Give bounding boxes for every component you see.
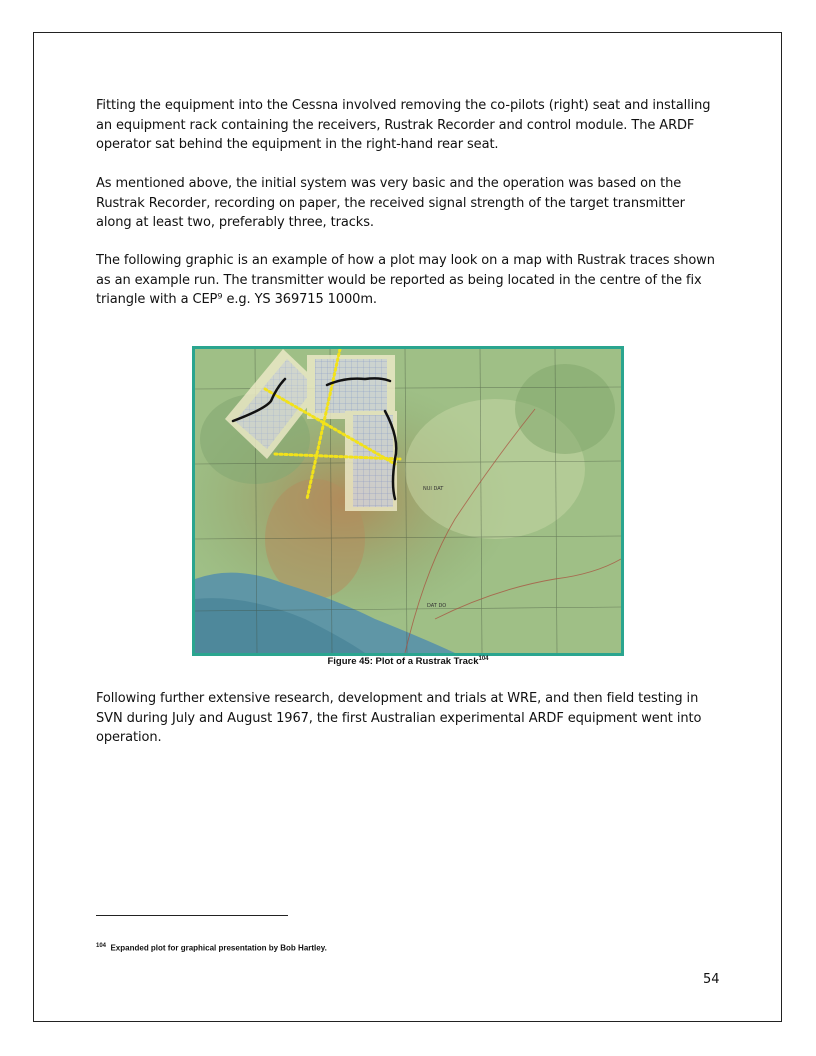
rustrak-plot-figure <box>192 346 624 656</box>
footnote-number: 104 <box>96 943 107 949</box>
paragraph-further-research: Following further extensive research, development and trials at WRE, and then field testing in SVN during July and August 1967, the first Australian experimental ARDF equipment went into operation. <box>96 691 702 746</box>
map-label-dat-do: DAT DO <box>427 603 447 609</box>
footnote <box>96 943 327 953</box>
figure-caption-text: Figure 45: Plot of a Rustrak Track <box>327 656 479 668</box>
paragraph-equipment-fitting: Fitting the equipment into the Cessna involved removing the co-pilots (right) seat and installing an equipment rack containing the receivers, Rustrak Recorder and control module. The ARDF operator sat behind the equipment in the right-hand rear seat. <box>96 98 711 153</box>
footnote-divider <box>96 915 288 916</box>
rustrak-map-image <box>195 349 621 653</box>
page-number: 54 <box>703 972 720 987</box>
paragraph-initial-system: As mentioned above, the initial system was very basic and the operation was based on the Rustrak Recorder, recording on paper, the received signal strength of the target transmitter along at least two, preferably three, tracks. <box>96 176 685 231</box>
map-label-nui-dat: NUI DAT <box>423 486 444 492</box>
figure-caption <box>192 656 624 667</box>
paragraph-graphic-example: The following graphic is an example of how a plot may look on a map with Rustrak traces shown as an example run. The transmitter would be reported as being located in the centre of the fix triangle with a CEP⁹ e.g. YS 369715 1000m. <box>96 253 715 308</box>
caption-footnote-ref: 104 <box>478 656 489 662</box>
footnote-text: Expanded plot for graphical presentation by Bob Hartley. <box>110 943 327 953</box>
